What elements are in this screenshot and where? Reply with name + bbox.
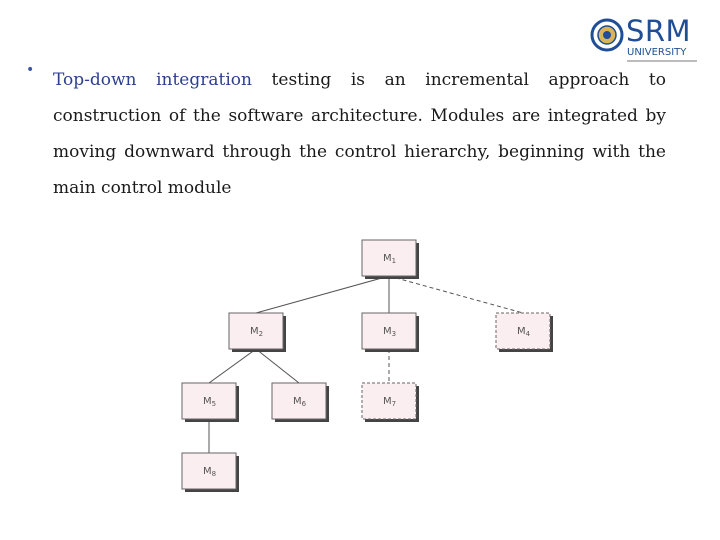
edge-m1-m2 xyxy=(256,276,389,313)
module-m3 xyxy=(362,313,419,352)
module-m4 xyxy=(496,313,553,352)
module-m1 xyxy=(362,240,419,279)
edges-layer xyxy=(209,276,523,453)
paragraph-lead: Top-down integration xyxy=(53,70,252,90)
module-m7 xyxy=(362,383,419,422)
logo-name: SRM xyxy=(626,14,692,48)
edge-m2-m5 xyxy=(209,349,256,383)
module-label: $M_5$ xyxy=(203,396,217,408)
edge-m2-m6 xyxy=(256,349,299,383)
module-label: $M_7$ xyxy=(383,396,397,408)
logo-subtitle: UNIVERSITY xyxy=(627,47,687,58)
module-m8 xyxy=(182,453,239,492)
module-m2 xyxy=(229,313,286,352)
bullet-icon: • xyxy=(26,62,35,78)
module-m6 xyxy=(272,383,329,422)
module-label: $M_1$ xyxy=(383,253,397,265)
module-label: $M_2$ xyxy=(250,326,264,338)
nodes-layer xyxy=(182,240,553,492)
module-m5 xyxy=(182,383,239,422)
module-label: $M_3$ xyxy=(383,326,397,338)
module-label: $M_4$ xyxy=(517,326,531,338)
module-label: $M_8$ xyxy=(203,466,217,478)
module-label: $M_6$ xyxy=(293,396,307,408)
edge-m1-m4 xyxy=(389,276,523,313)
paragraph-text: testing is an incremental approach to construction of the software architecture. Modules are integrated by moving downward through the control hierarchy, beginning with the main control module xyxy=(53,70,666,198)
